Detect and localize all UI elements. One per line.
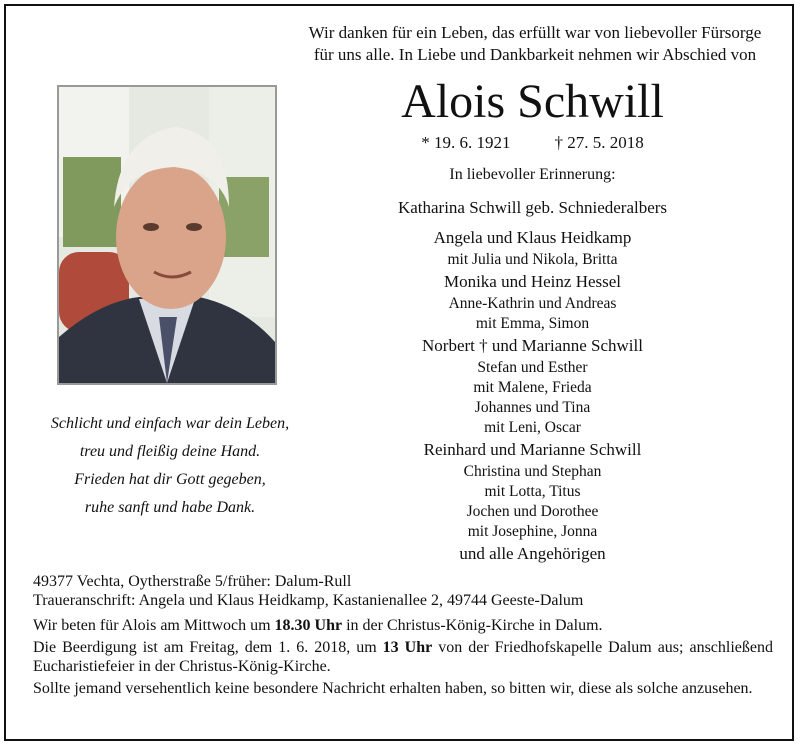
intro-line: Wir danken für ein Leben, das erfüllt war von liebevoller Fürsorge [308, 23, 762, 42]
intro-line: für uns alle. In Liebe und Dankbarkeit nehmen wir Abschied von [313, 45, 757, 64]
poem-line: Frieden hat dir Gott gegeben, [74, 471, 266, 488]
mourning-address: Traueranschrift: Angela und Klaus Heidkamp, Kastanienallee 2, 49744 Geeste-Dalum [33, 592, 584, 609]
funeral-notice: Die Beerdigung ist am Freitag, dem 1. 6. 2018, um 13 Uhr von der Friedhofskapelle Dalum aus; anschließend Eucharistiefeier in der Christus-König-Kirche. [33, 639, 773, 675]
birth-date: * 19. 6. 1921 [421, 133, 511, 152]
mourner-line: und alle Angehörigen [459, 544, 606, 563]
poem-line: ruhe sanft und habe Dank. [84, 499, 256, 516]
prayer-notice: Wir beten für Alois am Mittwoch um 18.30 Uhr in der Christus-König-Kirche in Dalum. [33, 617, 603, 634]
mourner-line: Jochen und Dorothee [466, 503, 599, 520]
closing-notice: Sollte jemand versehentlich keine besondere Nachricht erhalten haben, so bitten wir, diese als solche anzusehen. [33, 680, 753, 697]
funeral-time: 13 Uhr [382, 639, 433, 656]
mourner-line: mit Lotta, Titus [484, 483, 581, 500]
memory-heading: In liebevoller Erinnerung: [449, 166, 616, 183]
mourner-line: Monika und Heinz Hessel [443, 272, 622, 291]
mourner-line: Katharina Schwill geb. Schniederalbers [397, 198, 668, 217]
notice-details [33, 572, 773, 701]
mourner-line: mit Leni, Oscar [484, 419, 581, 436]
deceased-name: Alois Schwill [401, 75, 664, 128]
mourner-line: mit Malene, Frieda [473, 379, 592, 396]
mourner-line: Norbert † und Marianne Schwill [422, 336, 643, 355]
life-dates [340, 132, 725, 154]
home-address: 49377 Vechta, Oytherstraße 5/früher: Dalum-Rull [33, 573, 352, 590]
mourners-list [340, 196, 725, 566]
mourner-line: Johannes und Tina [474, 399, 591, 416]
poem-line: Schlicht und einfach war dein Leben, [50, 415, 290, 432]
mourner-line: Christina und Stephan [463, 463, 602, 480]
portrait-photo [57, 85, 277, 385]
prayer-time: 18.30 Uhr [274, 617, 343, 634]
mourner-line: Angela und Klaus Heidkamp [433, 228, 632, 247]
mourner-line: mit Julia und Nikola, Britta [447, 251, 618, 268]
poem [20, 410, 320, 522]
death-date: † 27. 5. 2018 [554, 133, 644, 152]
intro-text [290, 22, 780, 66]
poem-line: treu und fleißig deine Hand. [79, 443, 261, 460]
mourner-line: Reinhard und Marianne Schwill [423, 440, 642, 459]
mourner-line: mit Josephine, Jonna [467, 523, 598, 540]
mourner-line: Stefan und Esther [477, 359, 588, 376]
portrait-photo-illustration [59, 87, 275, 383]
mourner-line: mit Emma, Simon [475, 315, 590, 332]
mourner-line: Anne-Kathrin und Andreas [448, 295, 617, 312]
